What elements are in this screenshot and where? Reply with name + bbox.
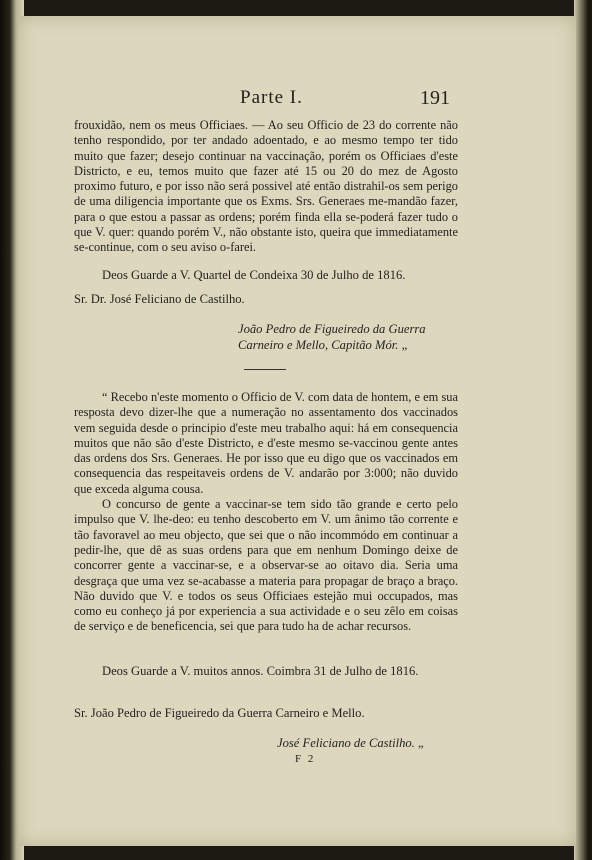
letter2-closing: Deos Guarde a V. muitos annos. Coimbra 31 de Julho de 1816. [102, 664, 419, 678]
letter2-signature-text: José Feliciano de Castilho. [277, 736, 415, 750]
letter2-body [74, 390, 458, 635]
letter1-closing: Deos Guarde a V. Quartel de Condeixa 30 de Julho de 1816. [102, 268, 406, 282]
letter1-addressee: Sr. Dr. José Feliciano de Castilho. [74, 292, 245, 306]
letter1-body [74, 118, 458, 256]
signature-line-2 [238, 337, 468, 353]
letter2-addressee: Sr. João Pedro de Figueiredo da Guerra Carneiro e Mello. [74, 706, 365, 720]
signature-line-1: João Pedro de Figueiredo da Guerra [238, 322, 426, 336]
section-divider [244, 369, 286, 370]
page-edge [574, 0, 592, 860]
letter2-paragraph-2: O concurso de gente a vaccinar-se tem sido tão grande e certo pelo impulso que V. lhe-deo: eu tenho descoberto em V. um ânimo tão corrente e tão favoravel ao meu objecto, que sei que o não incommódo em continuar a pedir-lhe, que dê as suas ordens para que em nenhum Domingo deixe de concorrer gente a vaccinar-se, e a observar-se ao oitavo dia. Seria uma desgraça que uma vez se-acabasse a materia para propagar de braço a braço. Não duvido que V. e todos os seus Officiaes estejão mui occupados, mas como eu conheço já por experiencia a sua actividade e o seu zêlo em coisas de serviço e de beneficencia, sei que para tudo ha de achar recursos. [74, 497, 458, 634]
signature-line-2-text: Carneiro e Mello, Capitão Mór. [238, 338, 399, 352]
letter2-paragraph-1: “ Recebo n'este momento o Officio de V. com data de hontem, e em sua resposta devo dizer-lhe que a numeração no assentamento dos vaccinados vem seguida desde o principio d'este meu trabalho aqui: há em consequencia muitos que não são d'este Districto, e d'este mesmo se-vaccinou gente antes das ordens dos Srs. Generaes. He por isso que eu digo que os vaccinados em consequencia das respeitaveis ordens de V. andarão por 3:000; não duvido que exceda alguma cousa. [74, 390, 458, 496]
signature-close-quote: „ [417, 736, 424, 750]
letter2-signature [277, 736, 424, 751]
page-number: 191 [420, 87, 450, 109]
letter1-signature [238, 321, 468, 353]
running-header: Parte I. [240, 87, 303, 108]
printer-signature-mark: F 2 [295, 753, 316, 765]
signature-close-quote: „ [401, 338, 408, 352]
letter1-paragraph: frouxidão, nem os meus Officiaes. — Ao seu Officio de 23 do corrente não tenho respondido, por ter andado adoentado, e ao mesmo tempo ter tido muito que fazer; desejo continuar na vaccinação, porém os Officiaes d'este Districto, e eu, temos muito que fazer até 15 ou 20 do mez de Agosto proximo futuro, e por isso não será possivel até então distrahil-os sem perigo de uma diligencia importante que os Exms. Srs. Generaes me-mandão fazer, para o que estou a passar as ordens; porém finda ella se-poderá fazer tudo o que V. quer: quando porém V., não obstante isto, queira que immediatamente se-continue, com o seu aviso o-farei. [74, 118, 458, 255]
